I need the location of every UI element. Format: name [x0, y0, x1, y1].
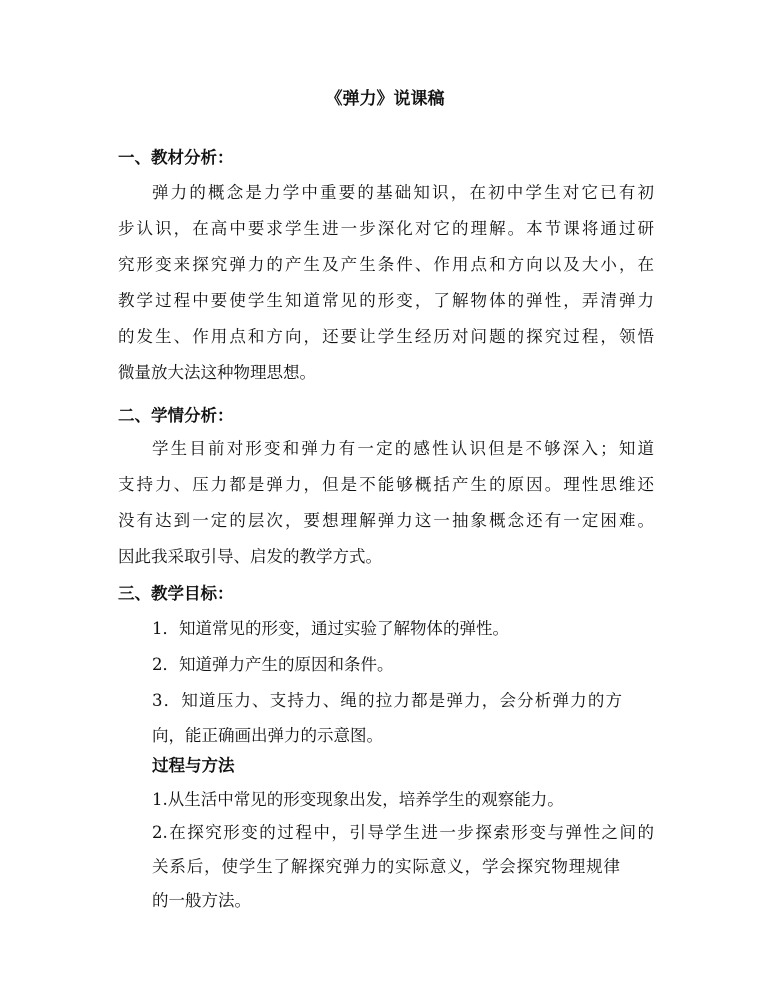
method-item: 1.从生活中常见的形变现象出发，培养学生的观察能力。 — [152, 790, 564, 809]
paragraph-line: 学生目前对形变和弹力有一定的感性认识但是不够深入；知道 — [152, 439, 654, 458]
sub-heading-process-methods: 过程与方法 — [152, 756, 235, 775]
objective-item: 2．知道弹力产生的原因和条件。 — [152, 655, 394, 674]
paragraph-line: 支持力、压力都是弹力，但是不能够概括产生的原因。理性思维还 — [118, 475, 654, 494]
method-item: 2.在探究形变的过程中，引导学生进一步探索形变与弹性之间的 — [152, 823, 654, 842]
objective-item: 1．知道常见的形变，通过实验了解物体的弹性。 — [152, 619, 509, 638]
section-heading-materials: 一、教材分析： — [118, 148, 234, 167]
paragraph-line: 弹力的概念是力学中重要的基础知识，在初中学生对它已有初 — [152, 183, 654, 202]
section-heading-objectives: 三、教学目标： — [118, 584, 234, 603]
paragraph-line: 步认识，在高中要求学生进一步深化对它的理解。本节课将通过研 — [118, 219, 654, 238]
method-item-continuation: 关系后，使学生了解探究弹力的实际意义，学会探究物理规律 — [152, 857, 620, 876]
paragraph-line: 没有达到一定的层次，要想理解弹力这一抽象概念还有一定困难。 — [118, 511, 654, 530]
method-item-continuation: 的一般方法。 — [152, 891, 251, 910]
paragraph-line: 微量放大法这种物理思想。 — [118, 363, 316, 382]
paragraph-line: 因此我采取引导、启发的教学方式。 — [118, 547, 382, 566]
objective-item: 3．知道压力、支持力、绳的拉力都是弹力，会分析弹力的方 — [152, 691, 622, 710]
paragraph-line: 教学过程中要使学生知道常见的形变，了解物体的弹性，弄清弹力 — [118, 291, 654, 310]
objective-item-continuation: 向，能正确画出弹力的示意图。 — [152, 726, 383, 745]
document-title: 《弹力》说课稿 — [325, 89, 445, 109]
section-heading-students: 二、学情分析： — [118, 406, 234, 425]
paragraph-line: 究形变来探究弹力的产生及产生条件、作用点和方向以及大小，在 — [118, 255, 654, 274]
paragraph-line: 的发生、作用点和方向，还要让学生经历对问题的探究过程，领悟 — [118, 327, 654, 346]
